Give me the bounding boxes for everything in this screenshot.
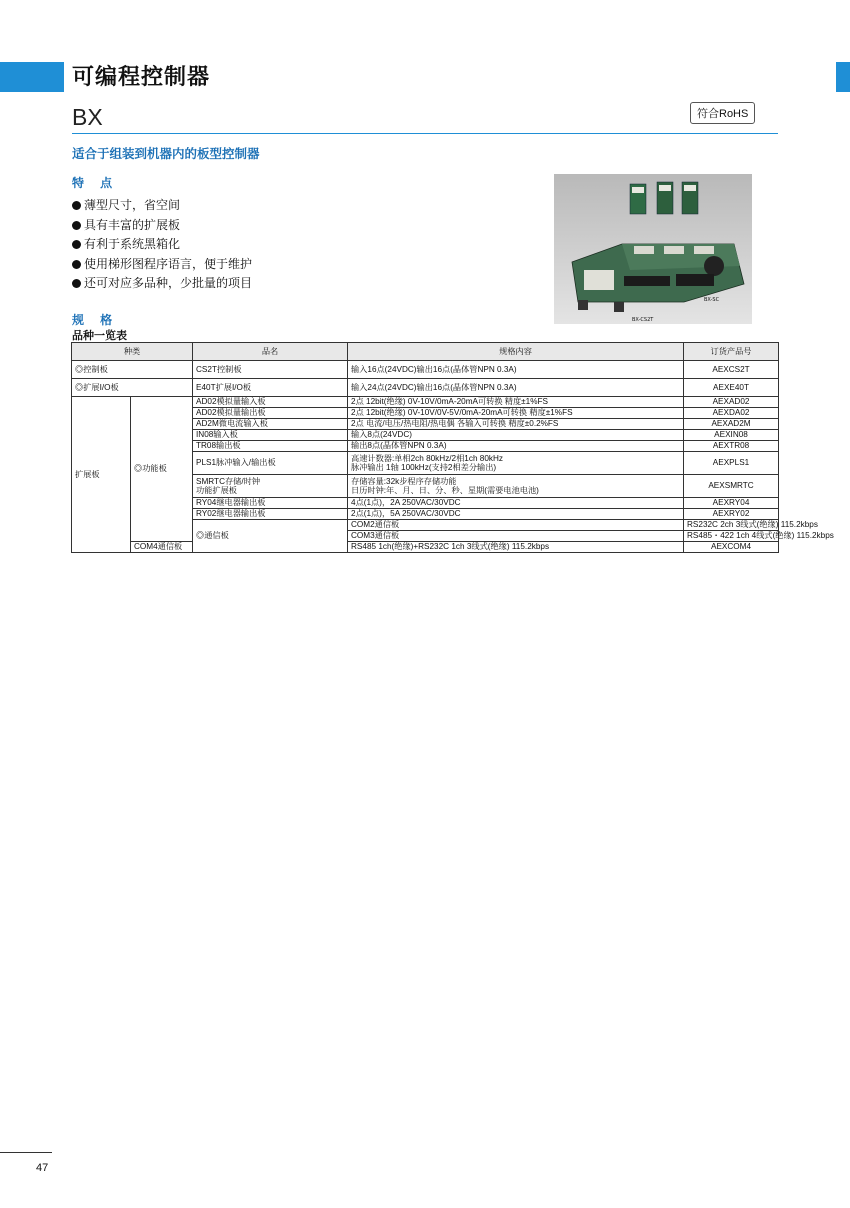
photo-label-b: BX-CS2T — [632, 317, 654, 323]
title-divider — [72, 133, 778, 134]
product-name-cell: RY02继电器输出板 — [193, 509, 348, 520]
table-row — [72, 542, 779, 553]
list-item: 有利于系统黑箱化 — [72, 235, 252, 255]
spec-line: 脉冲输出 1轴 100kHz(支持2相差分输出) — [351, 463, 497, 472]
product-name-cell: CS2T控制板 — [193, 361, 348, 379]
order-code-cell: AEXTR08 — [684, 441, 779, 452]
order-code-cell: AEXIN08 — [684, 430, 779, 441]
spec-cell: 2点 电流/电压/热电阻/热电偶 各输入可转换 精度±0.2%FS — [348, 419, 684, 430]
product-subtitle: 适合于组装到机器内的板型控制器 — [72, 146, 260, 161]
subcategory-cell: ◎通信板 — [193, 520, 348, 553]
order-code-cell: AEXPLS1 — [684, 452, 779, 475]
order-code-cell: AEXCOM4 — [684, 542, 779, 553]
spec-cell: RS232C 2ch 3线式(绝缘) 115.2kbps — [684, 520, 779, 531]
page-number: 47 — [36, 1162, 49, 1174]
footer-rule — [0, 1152, 52, 1153]
product-name-cell: E40T扩展I/O板 — [193, 379, 348, 397]
product-name-cell: AD2M微电流输入板 — [193, 419, 348, 430]
column-header: 种类 — [72, 343, 193, 361]
product-name-cell — [193, 475, 348, 498]
bullet-icon — [72, 260, 81, 269]
column-header: 规格内容 — [348, 343, 684, 361]
bullet-icon — [72, 221, 81, 230]
category-cell: 扩展板 — [72, 397, 131, 553]
name-line: SMRTC存储/时钟 — [196, 476, 261, 486]
features-list — [72, 196, 252, 294]
spec-cell: 输出8点(晶体管NPN 0.3A) — [348, 441, 684, 452]
spec-cell: 4点(1点)，2A 250VAC/30VDC — [348, 498, 684, 509]
features-heading: 特 点 — [72, 176, 119, 190]
spec-line: 高速计数器:单相2ch 80kHz/2相1ch 80kHz — [351, 453, 503, 463]
order-code-cell: AEXAD2M — [684, 419, 779, 430]
spec-line: 存储容量:32k步程序存储功能 — [351, 476, 457, 486]
product-list-title: 品种一览表 — [72, 329, 127, 342]
product-photo — [554, 174, 752, 324]
column-header: 品名 — [193, 343, 348, 361]
order-code-cell: AEXSMRTC — [684, 475, 779, 498]
name-line: 功能扩展板 — [196, 486, 237, 495]
spec-cell: RS485 1ch(绝缘)+RS232C 1ch 3线式(绝缘) 115.2kbps — [348, 542, 684, 553]
table-row — [72, 361, 779, 379]
specs-heading: 规 格 — [72, 313, 119, 327]
order-code-cell: AEXRY04 — [684, 498, 779, 509]
product-name-cell: COM3通信板 — [348, 531, 684, 542]
order-code-cell: AEXAD02 — [684, 397, 779, 408]
spec-line: 日历时钟:年、月、日、分、秒、星期(需要电池电池) — [351, 486, 539, 495]
product-name-cell: AD02模拟量输出板 — [193, 408, 348, 419]
spec-cell: 输入8点(24VDC) — [348, 430, 684, 441]
product-name-cell: COM4通信板 — [131, 542, 193, 553]
order-code-cell: AEXE40T — [684, 379, 779, 397]
table-row — [72, 379, 779, 397]
list-item: 薄型尺寸，省空间 — [72, 196, 252, 216]
product-name-cell: TR08输出板 — [193, 441, 348, 452]
section-tab-marker-right — [836, 62, 850, 92]
rohs-badge: 符合RoHS — [690, 102, 755, 124]
table-row — [72, 397, 779, 408]
bullet-icon — [72, 201, 81, 210]
spec-cell: RS485・422 1ch 4线式(绝缘) 115.2kbps — [684, 531, 779, 542]
product-name-cell: COM2通信板 — [348, 520, 684, 531]
page-title: 可编程控制器 — [72, 65, 211, 90]
product-name-cell: PLS1脉冲输入/输出板 — [193, 452, 348, 475]
photo-label-a: BX-SC — [704, 297, 720, 303]
spec-cell — [348, 475, 684, 498]
bullet-icon — [72, 240, 81, 249]
order-code-cell: AEXCS2T — [684, 361, 779, 379]
model-name: BX — [72, 104, 103, 130]
list-item: 具有丰富的扩展板 — [72, 216, 252, 236]
table-header-row — [72, 343, 779, 361]
spec-cell — [348, 452, 684, 475]
spec-cell: 2点 12bit(绝缘) 0V-10V/0mA-20mA可转换 精度±1%FS — [348, 397, 684, 408]
spec-cell: 输入16点(24VDC)输出16点(晶体管NPN 0.3A) — [348, 361, 684, 379]
section-tab-marker-left — [0, 62, 64, 92]
spec-cell: 输入24点(24VDC)输出16点(晶体管NPN 0.3A) — [348, 379, 684, 397]
product-name-cell: RY04继电器输出板 — [193, 498, 348, 509]
list-item: 使用梯形图程序语言，便于维护 — [72, 255, 252, 275]
spec-cell: 2点 12bit(绝缘) 0V-10V/0V-5V/0mA-20mA可转换 精度±1%FS — [348, 408, 684, 419]
product-name-cell: AD02模拟量输入板 — [193, 397, 348, 408]
order-code-cell: AEXRY02 — [684, 509, 779, 520]
list-item: 还可对应多品种，少批量的项目 — [72, 274, 252, 294]
category-cell: ◎扩展I/O板 — [72, 379, 193, 397]
category-cell: ◎控制板 — [72, 361, 193, 379]
column-header: 订货产品号 — [684, 343, 779, 361]
subcategory-cell: ◎功能板 — [131, 397, 193, 542]
product-name-cell: IN08输入板 — [193, 430, 348, 441]
product-list-table — [71, 342, 834, 553]
spec-cell: 2点(1点)，5A 250VAC/30VDC — [348, 509, 684, 520]
order-code-cell: AEXDA02 — [684, 408, 779, 419]
bullet-icon — [72, 279, 81, 288]
